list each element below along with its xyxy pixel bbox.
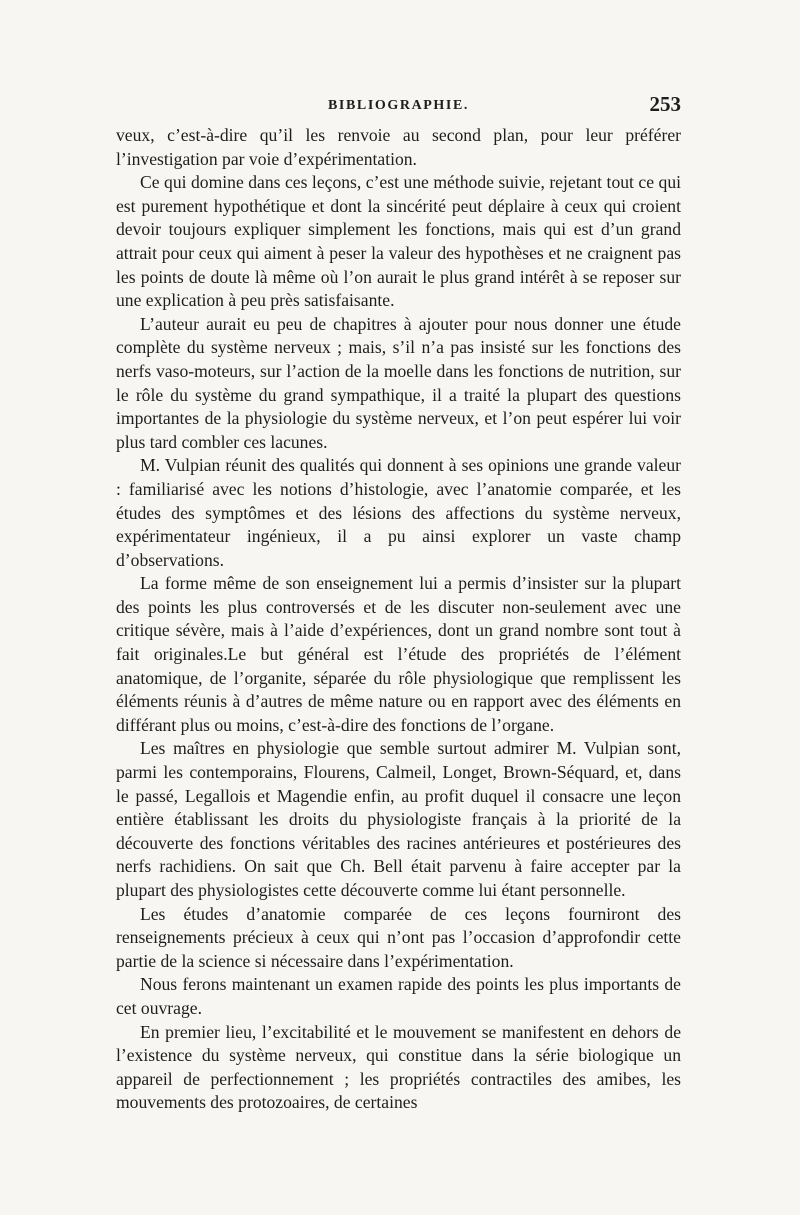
paragraph-comparative-anatomy: Les études d’anatomie comparée de ces leçons fourniront des renseignements précieux à ceux qui n’ont pas l’occasion d’approfondir cette partie de la science si nécessaire dans l’expérimentation. [116, 903, 681, 971]
paragraph-teaching-form: La forme même de son enseignement lui a permis d’insister sur la plupart des points les plus controversés et de les discuter non-seulement avec une critique sévère, mais à l’aide d’expériences, dont un grand nombre sont tout à fait originales.Le but général est l’étude des propriétés de l’élément anatomique, de l’organite, séparée du rôle physiologique que remplissent les éléments réunis à d’autres de même nature ou en rapport avec des éléments en différant plus ou moins, c’est-à-dire des fonctions de l’organe. [116, 573, 681, 735]
paragraph-method: Ce qui domine dans ces leçons, c’est une méthode suivie, rejetant tout ce qui est purement hypothétique et dont la sincérité peut déplaire à ceux qui croient devoir toujours expliquer simplement les fonctions, mais qui est d’un grand attrait pour ceux qui aiment à peser la valeur des hypothèses et ne craignent pas les points de doute là même où l’on aurait le plus grand intérêt à se reposer sur une explication à peu près satisfaisante. [116, 172, 681, 311]
running-title: BIBLIOGRAPHIE. [327, 98, 470, 113]
running-head [116, 92, 681, 122]
paragraph-author-chapters: L’auteur aurait eu peu de chapitres à ajouter pour nous donner une étude complète du système nerveux ; mais, s’il n’a pas insisté sur les fonctions des nerfs vaso-moteurs, sur l’action de la moelle dans les fonctions de nutrition, sur le rôle du système du grand sympathique, il a traité la plupart des questions importantes de la physiologie du système nerveux, et l’on peut espérer lui voir plus tard combler ces lacunes. [116, 313, 681, 452]
paragraph-excitability: En premier lieu, l’excitabilité et le mouvement se manifestent en dehors de l’existence du système nerveux, qui constitue dans la série biologique un appareil de perfectionnement ; les propriétés contractiles des amibes, les mouvements des protozoaires, de certaines [116, 1021, 681, 1113]
paragraph-masters: Les maîtres en physiologie que semble surtout admirer M. Vulpian sont, parmi les contemporains, Flourens, Calmeil, Longet, Brown-Séquard, et, dans le passé, Legallois et Magendie enfin, au profit duquel il consacre une leçon entière établissant les droits du physiologiste français à la priorité de la découverte des fonctions véritables des racines antérieures et postérieures des nerfs rachidiens. On sait que Ch. Bell était parvenu à faire accepter par la plupart des physiologistes cette découverte comme lui étant personnelle. [116, 738, 681, 900]
body-text [116, 124, 681, 1115]
paragraph-examination: Nous ferons maintenant un examen rapide des points les plus importants de cet ouvrage. [116, 974, 681, 1018]
page-number: 253 [649, 92, 681, 116]
paragraph-continuation: veux, c’est-à-dire qu’il les renvoie au second plan, pour leur préférer l’investigation par voie d’expérimentation. [116, 125, 681, 169]
paragraph-vulpian-qualities: M. Vulpian réunit des qualités qui donnent à ses opinions une grande valeur : familiarisé avec les notions d’histologie, avec l’anatomie comparée, et les études des symptômes et des lésions des affections du système nerveux, expérimentateur ingénieux, il a pu ainsi explorer un vaste champ d’observations. [116, 455, 681, 570]
